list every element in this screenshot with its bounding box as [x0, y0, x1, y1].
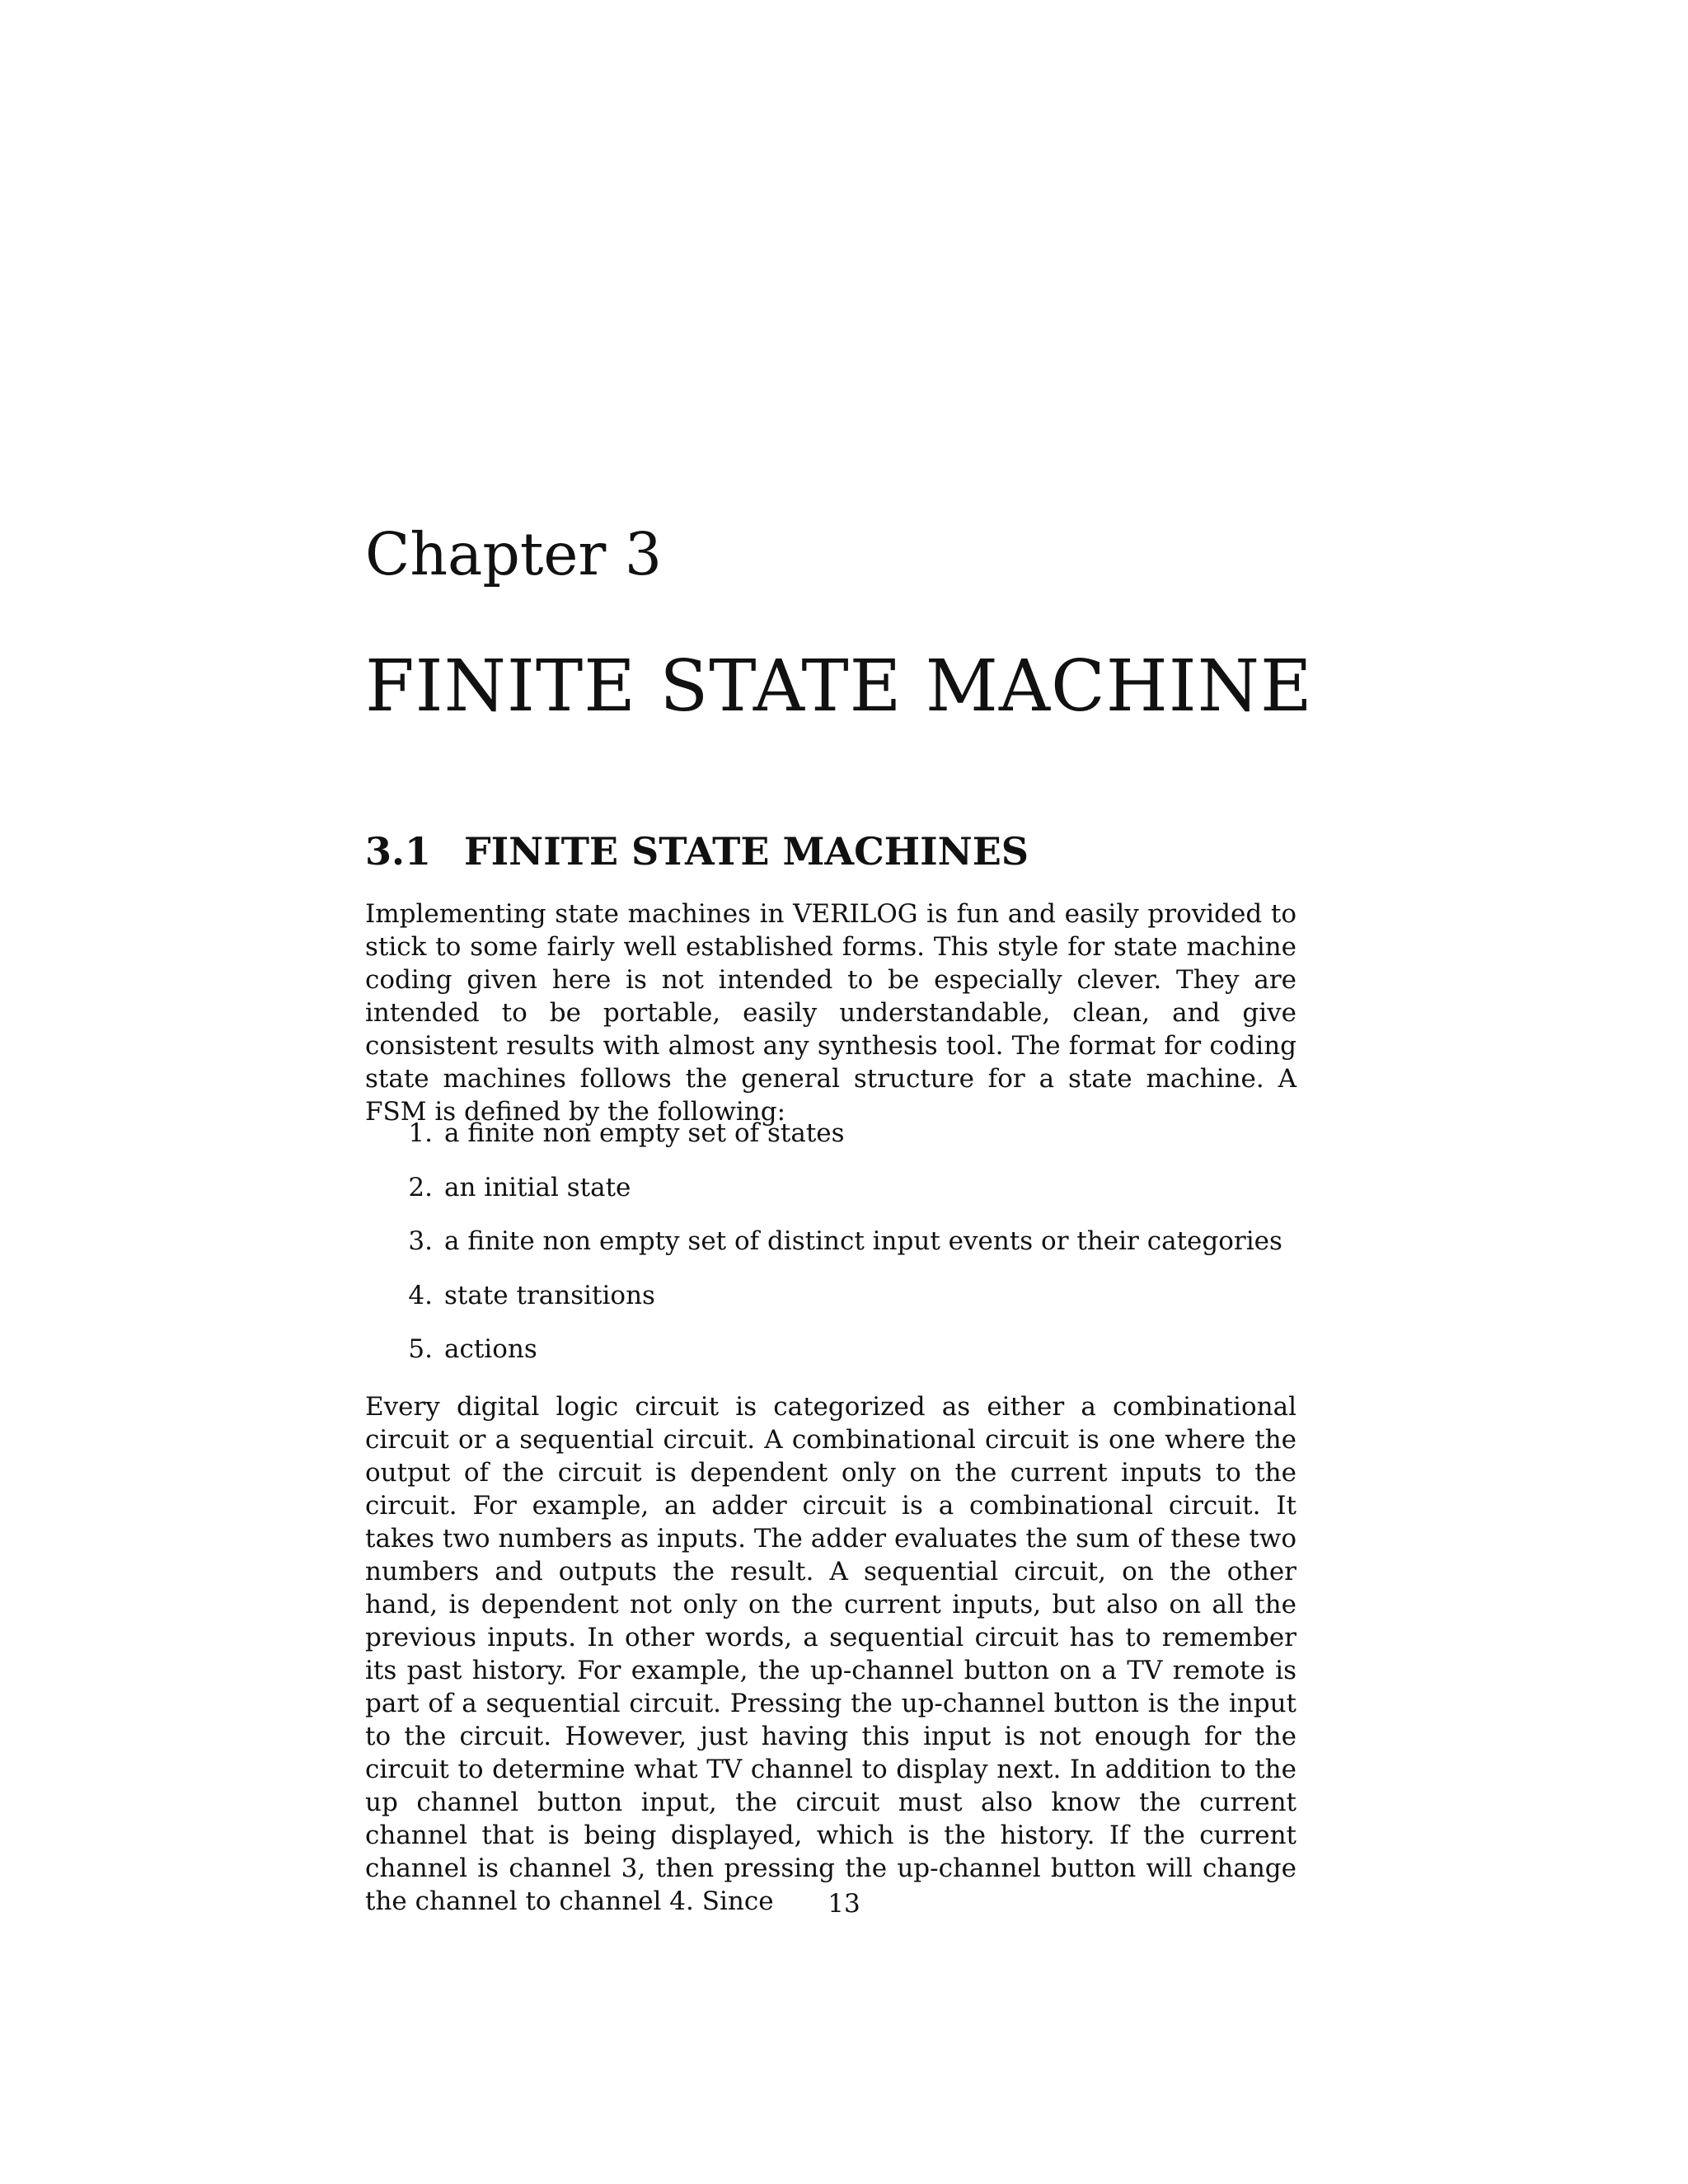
list-item-text: actions	[444, 1334, 537, 1364]
list-item-text: a finite non empty set of states	[444, 1118, 845, 1148]
section-heading	[365, 827, 1296, 876]
list-item-text: an initial state	[444, 1172, 631, 1202]
chapter-label: Chapter 3	[365, 520, 663, 588]
list-item-number: 5.	[408, 1334, 433, 1364]
section-title: FINITE STATE MACHINES	[464, 829, 1029, 874]
list-item	[365, 1117, 1296, 1150]
list-item-number: 3.	[408, 1226, 433, 1256]
fsm-definition-list	[365, 1117, 1296, 1387]
list-item-number: 2.	[408, 1172, 433, 1202]
list-item-text: state transitions	[444, 1280, 655, 1310]
list-item	[365, 1225, 1296, 1258]
section-number: 3.1	[365, 829, 432, 874]
list-item	[365, 1279, 1296, 1312]
list-item	[365, 1171, 1296, 1204]
page-number: 13	[828, 1889, 860, 1919]
list-item-number: 4.	[408, 1280, 433, 1310]
list-item-text: a finite non empty set of distinct input events or their categories	[444, 1226, 1282, 1256]
body-paragraph: Every digital logic circuit is categorized as either a combinational circuit or a sequential circuit. A combinational circuit is one where the output of the circuit is dependent only on the current inputs to the circuit. For example, an adder circuit is a combinational circuit. It takes two numbers as inputs. The adder evaluates the sum of these two numbers and outputs the result. A sequential circuit, on the other hand, is dependent not only on the current inputs, but also on all the previous inputs. In other words, a sequential circuit has to remember its past history. For example, the up-channel button on a TV remote is part of a sequential circuit. Pressing the up-channel button is the input to the circuit. However, just having this input is not enough for the circuit to determine what TV channel to display next. In addition to the up channel button input, the circuit must also know the current channel that is being displayed, which is the history. If the current channel is channel 3, then pressing the up-channel button will change the channel to channel 4. Since	[365, 1392, 1296, 1916]
list-item	[365, 1333, 1296, 1366]
list-item-number: 1.	[408, 1118, 433, 1148]
chapter-title: FINITE STATE MACHINE	[365, 645, 1313, 728]
intro-paragraph: Implementing state machines in VERILOG is fun and easily provided to stick to some fairly well established forms. This style for state machine coding given here is not intended to be especially clever. They are intended to be portable, easily understandable, clean, and give consistent results with almost any synthesis tool. The format for coding state machines follows the general structure for a state machine. A FSM is defined by the following:	[365, 899, 1296, 1127]
